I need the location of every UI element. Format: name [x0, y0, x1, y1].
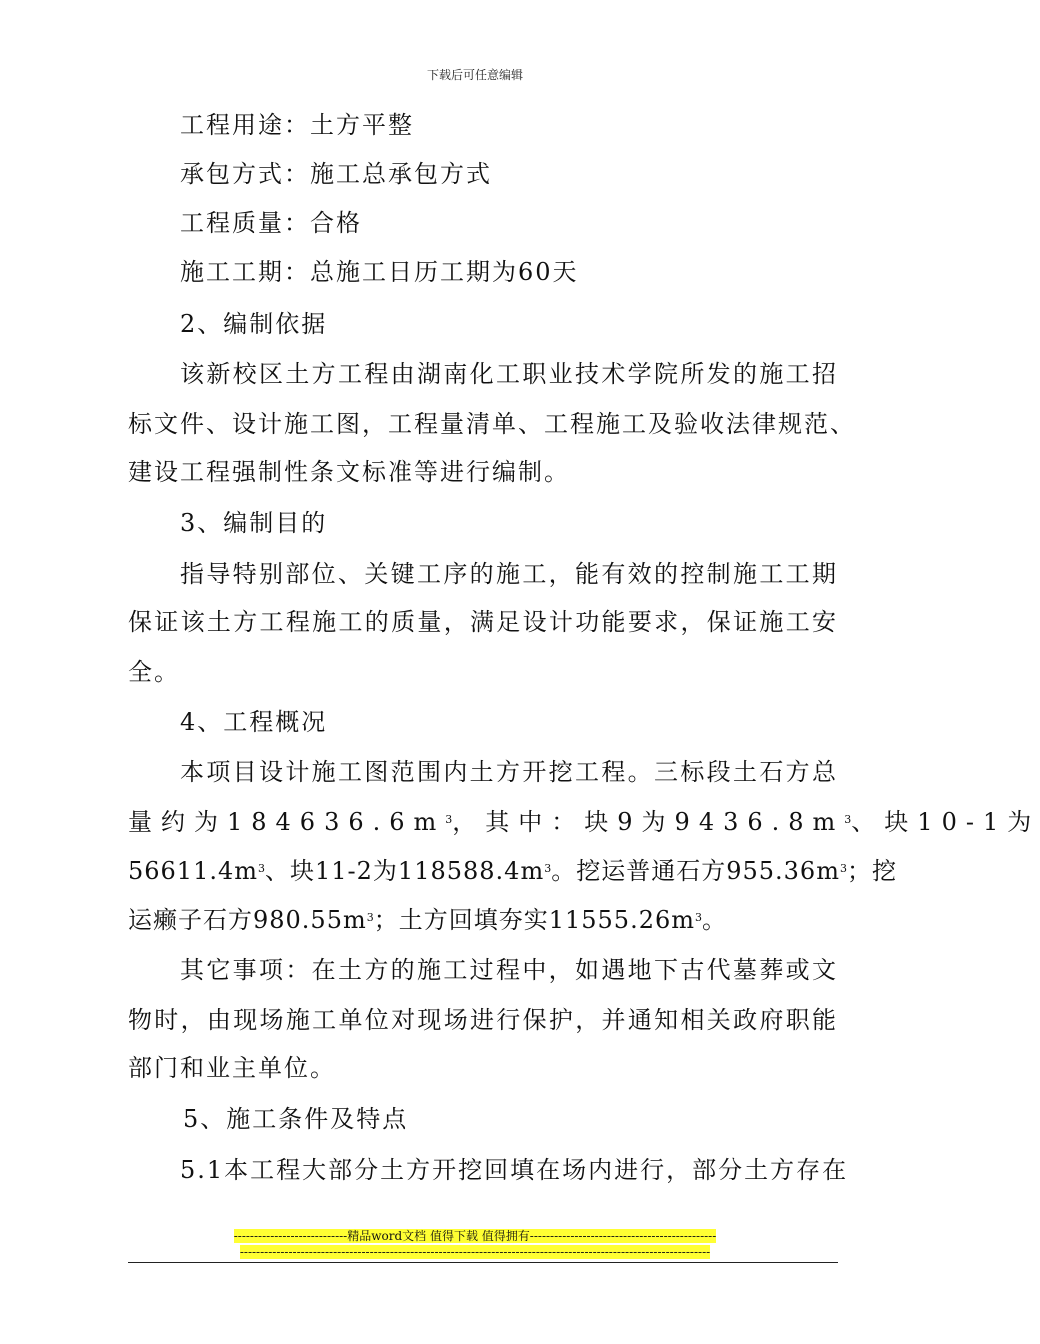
- construction-period: 施工工期：总施工日历工期为60天: [180, 258, 579, 286]
- paragraph-line: 本项目设计施工图范围内土方开挖工程。三标段土石方总: [180, 758, 838, 786]
- paragraph-line: 物时，由现场施工单位对现场进行保护，并通知相关政府职能: [128, 1006, 838, 1034]
- paragraph-line-quantities: 运癞子石方$980.55m^3$；土方回填夯实$11555.26m^3$。: [128, 906, 728, 934]
- project-use: 工程用途：土方平整: [180, 111, 414, 139]
- page-header: 下载后可任意编辑: [426, 68, 523, 82]
- project-quality: 工程质量：合格: [180, 209, 362, 237]
- paragraph-line: 全。: [128, 658, 180, 686]
- section-heading-overview: 4、工程概况: [180, 708, 328, 736]
- paragraph-line: 该新校区土方工程由湖南化工职业技术学院所发的施工招: [180, 360, 838, 388]
- paragraph-line: 指导特别部位、关键工序的施工，能有效的控制施工工期: [180, 560, 838, 588]
- section-heading-conditions: 5、施工条件及特点: [183, 1105, 409, 1133]
- paragraph-line: 建设工程强制性条文标准等进行编制。: [128, 458, 570, 486]
- paragraph-line: 其它事项：在土方的施工过程中，如遇地下古代墓葬或文: [180, 956, 838, 984]
- paragraph-line-quantities: $56611.4m^3$、块11-2为$118588.4m^3$。挖运普通石方$955.36m^3$；挖: [128, 857, 897, 885]
- paragraph-line-quantities: 量约为$184636.6m^3$，其中：块9为$9436.8m^3$、块10-1为: [128, 808, 1040, 836]
- footer-banner: ----------------------------精品word文档 值得下载 值得拥有----------------------------------------------: [233, 1229, 717, 1243]
- footer-rule: [128, 1262, 838, 1263]
- paragraph-line: 保证该土方工程施工的质量，满足设计功能要求，保证施工安: [128, 608, 838, 636]
- paragraph-line: 5.1本工程大部分土方开挖回填在场内进行，部分土方存在: [180, 1156, 849, 1184]
- paragraph-line: 部门和业主单位。: [128, 1054, 336, 1082]
- contract-method: 承包方式：施工总承包方式: [180, 160, 492, 188]
- section-heading-purpose: 3、编制目的: [180, 509, 328, 537]
- section-heading-basis: 2、编制依据: [180, 310, 328, 338]
- footer-banner-dashes: --------------------------------------------------------------------------------------------------------------------: [239, 1245, 711, 1259]
- paragraph-line: 标文件、设计施工图，工程量清单、工程施工及验收法律规范、: [128, 410, 856, 438]
